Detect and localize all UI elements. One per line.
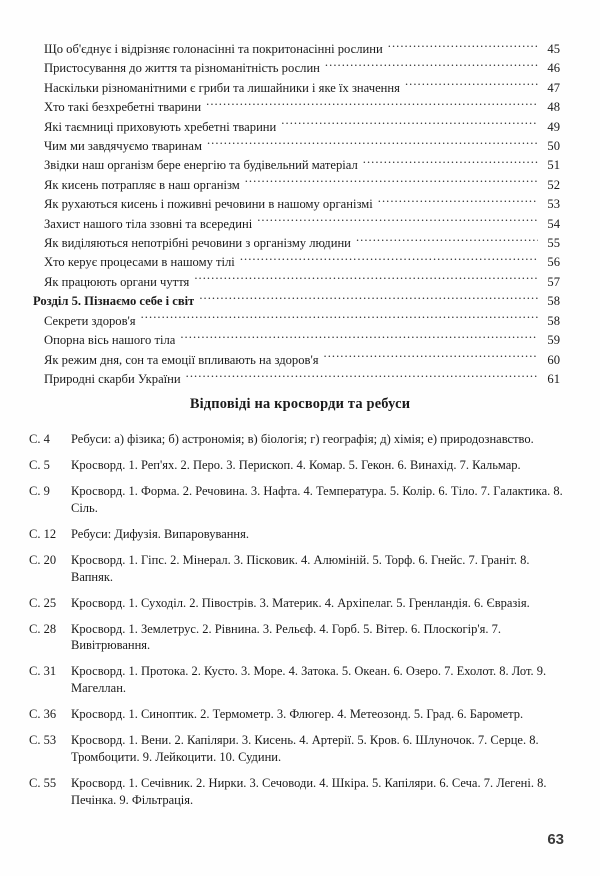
toc-entry[interactable] <box>33 176 560 195</box>
toc-dot-leader <box>324 351 538 364</box>
toc-entry-title: Що об'єднує і відрізняє голонасінні та покритонасінні рослини <box>44 42 383 56</box>
answers-section-heading: Відповіді на кросворди та ребуси <box>189 396 411 412</box>
crossword-answers-section <box>0 396 600 818</box>
toc-entry-page-number: 58 <box>547 294 560 309</box>
answer-text: Ребуси: Дифузія. Випаровування. <box>71 526 249 541</box>
toc-entry[interactable] <box>33 331 560 350</box>
answers-list <box>0 431 600 808</box>
toc-entry-title: Які таємниці приховують хребетні тварини <box>44 119 277 134</box>
answer-entry <box>0 526 600 543</box>
toc-entry-page-number: 51 <box>547 158 560 173</box>
toc-entry-title: Наскільки різноманітними є гриби та лишайники і яке їх значення <box>44 80 400 95</box>
toc-entry[interactable] <box>33 195 560 214</box>
toc-entry-page-number: 46 <box>547 61 560 76</box>
answer-text: Кросворд. 1. Сечівник. 2. Нирки. 3. Сечоводи. 4. Шкіра. 5. Капіляри. 6. Сеча. 7. Легені. 8. Печінка. 9. Фільтрація. <box>71 775 547 807</box>
toc-entry-page-number: 52 <box>547 177 560 192</box>
toc-entry[interactable] <box>33 79 560 98</box>
answer-page-label: С. 5 <box>29 458 50 473</box>
toc-entry-title: Як працюють органи чуття <box>44 274 190 289</box>
toc-dot-leader <box>194 273 538 286</box>
answer-page-label: С. 12 <box>29 526 57 541</box>
answer-page-label: С. 31 <box>29 664 57 679</box>
toc-entry[interactable] <box>33 273 560 292</box>
toc-dot-leader <box>240 254 538 267</box>
answer-entry <box>0 431 600 448</box>
toc-entry-title: Як кисень потрапляє в наш організм <box>44 177 240 192</box>
toc-dot-leader <box>186 370 538 383</box>
answer-entry <box>0 706 600 723</box>
toc-entry-page-number: 53 <box>547 197 560 212</box>
answer-page-label: С. 53 <box>29 733 57 748</box>
toc-entry-page-number: 48 <box>547 100 560 115</box>
toc-entry-page-number: 47 <box>547 80 560 95</box>
answer-entry <box>0 775 600 808</box>
answer-text: Кросворд. 1. Гіпс. 2. Мінерал. 3. Пісковик. 4. Алюміній. 5. Торф. 6. Гнейс. 7. Граніт. 8. Вапняк. <box>71 552 530 584</box>
answer-text: Кросворд. 1. Протока. 2. Кусто. 3. Море. 4. Затока. 5. Океан. 6. Озеро. 7. Ехолот. 8. Лот. 9. Магеллан. <box>71 664 547 696</box>
toc-entry[interactable] <box>33 370 560 389</box>
toc-entry[interactable] <box>33 98 560 117</box>
toc-entry-title: Захист нашого тіла ззовні та всередині <box>44 216 253 231</box>
answer-page-label: С. 28 <box>29 621 57 636</box>
toc-entry[interactable] <box>33 234 560 253</box>
answer-page-label: С. 20 <box>29 552 57 567</box>
answer-text: Кросворд. 1. Вени. 2. Капіляри. 3. Кисень. 4. Артерії. 5. Кров. 6. Шлуночок. 7. Серце. 8. Тромбоцити. 9. Лейкоцити. 10. Судини. <box>71 733 539 764</box>
toc-entry-title: Звідки наш організм бере енергію та будівельний матеріал <box>44 158 358 173</box>
toc-entry-title: Секрети здоров'я <box>44 313 136 328</box>
toc-entry-title: Як рухаються кисень і поживні речовини в нашому організмі <box>44 197 373 212</box>
toc-entry-page-number: 49 <box>547 119 560 134</box>
toc-dot-leader <box>257 215 538 228</box>
toc-entry-page-number: 45 <box>547 42 560 56</box>
answer-entry <box>0 621 600 654</box>
answer-text: Кросворд. 1. Синоптик. 2. Термометр. 3. Флюгер. 4. Метеозонд. 5. Град. 6. Барометр. <box>71 707 524 722</box>
toc-dot-leader <box>356 234 538 247</box>
answer-entry <box>0 595 600 612</box>
toc-entry[interactable] <box>33 253 560 272</box>
toc-entry-page-number: 59 <box>547 333 560 348</box>
toc-dot-leader <box>281 118 538 131</box>
toc-dot-leader <box>378 196 538 209</box>
toc-entry-page-number: 56 <box>547 255 560 270</box>
answer-entry <box>0 552 600 585</box>
answer-page-label: С. 55 <box>29 775 57 790</box>
toc-entry-title: Як режим дня, сон та емоції впливають на здоров'я <box>44 352 319 367</box>
table-of-contents <box>33 40 560 389</box>
answer-page-label: С. 4 <box>29 432 50 446</box>
toc-entry-title: Природні скарби України <box>44 371 181 386</box>
answer-page-label: С. 9 <box>29 484 50 499</box>
toc-dot-leader <box>388 40 538 53</box>
toc-entry[interactable] <box>33 40 560 59</box>
toc-entry-page-number: 58 <box>547 313 560 328</box>
answer-page-label: С. 25 <box>29 595 57 610</box>
toc-entry-title: Як виділяються непотрібні речовини з організму людини <box>44 236 351 251</box>
answer-text: Кросворд. 1. Землетрус. 2. Рівнина. 3. Рельєф. 4. Горб. 5. Вітер. 6. Плоскогір'я. 7. Вивітрювання. <box>71 621 501 653</box>
toc-entry[interactable] <box>33 137 560 156</box>
toc-entry[interactable] <box>33 351 560 370</box>
toc-entry-title: Хто такі безхребетні тварини <box>44 100 202 115</box>
answer-entry <box>0 732 600 765</box>
toc-entry-page-number: 61 <box>547 371 560 386</box>
answer-text: Кросворд. 1. Суходіл. 2. Півострів. 3. Материк. 4. Архіпелаг. 5. Гренландія. 6. Євразія. <box>71 595 530 610</box>
toc-dot-leader <box>141 312 538 325</box>
toc-entry-title: Розділ 5. Пізнаємо себе і світ <box>33 294 195 309</box>
toc-entry-title: Пристосування до життя та різноманітність рослин <box>44 61 320 76</box>
toc-dot-leader <box>405 79 538 92</box>
answer-entry <box>0 663 600 696</box>
toc-entry-page-number: 50 <box>547 139 560 154</box>
toc-entry-title: Хто керує процесами в нашому тілі <box>44 255 235 270</box>
answer-page-label: С. 36 <box>29 707 57 722</box>
toc-dot-leader <box>245 176 538 189</box>
answer-text: Кросворд. 1. Форма. 2. Речовина. 3. Нафта. 4. Температура. 5. Колір. 6. Тіло. 7. Галактика. 8. Сіль. <box>71 484 563 515</box>
toc-entry-page-number: 57 <box>547 274 560 289</box>
toc-entry[interactable] <box>33 156 560 175</box>
toc-entry-page-number: 54 <box>547 216 560 231</box>
toc-entry[interactable] <box>33 312 560 331</box>
toc-dot-leader <box>207 137 538 150</box>
toc-dot-leader <box>180 332 538 345</box>
answer-entry <box>0 483 600 516</box>
toc-dot-leader <box>325 60 538 73</box>
toc-entry-title: Опорна вісь нашого тіла <box>44 333 176 348</box>
toc-entry-page-number: 60 <box>547 352 560 367</box>
toc-dot-leader <box>206 99 538 112</box>
toc-entry[interactable] <box>33 59 560 78</box>
toc-entry-page-number: 55 <box>547 236 560 251</box>
toc-dot-leader <box>363 157 538 170</box>
toc-entry-title: Чим ми завдячуємо тваринам <box>44 139 202 154</box>
answer-text: Ребуси: а) фізика; б) астрономія; в) біологія; г) географія; д) хімія; е) природознавство. <box>71 432 534 446</box>
toc-entry[interactable] <box>33 118 560 137</box>
toc-entry[interactable] <box>33 215 560 234</box>
toc-dot-leader <box>199 293 538 306</box>
answer-entry <box>0 457 600 474</box>
answer-text: Кросворд. 1. Реп'ях. 2. Перо. 3. Перископ. 4. Комар. 5. Гекон. 6. Винахід. 7. Кальмар. <box>71 458 521 473</box>
toc-entry[interactable] <box>33 292 560 311</box>
page-number: 63 <box>547 831 564 848</box>
